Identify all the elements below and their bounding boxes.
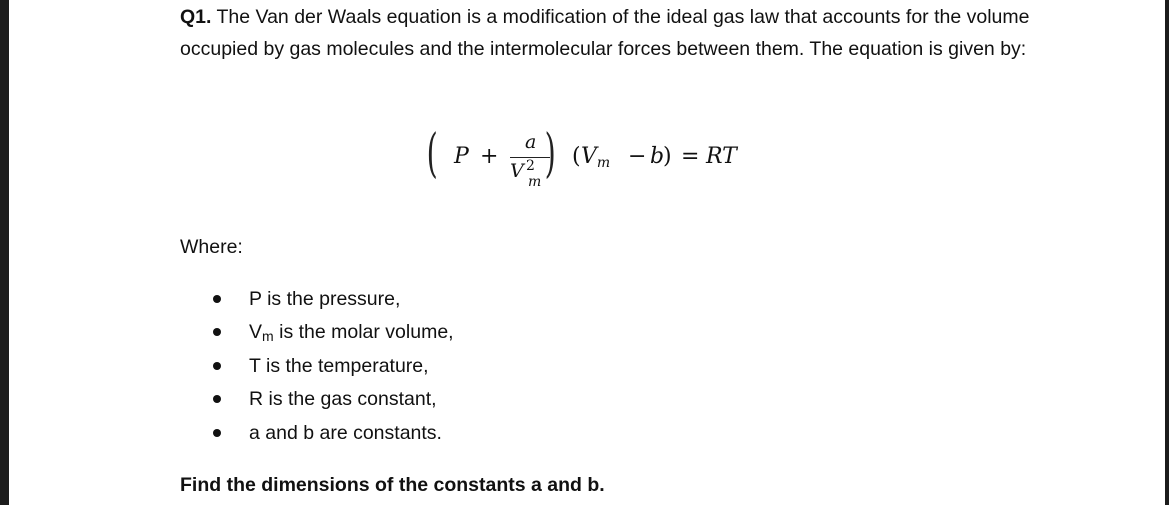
definition-text: Vm is the molar volume, xyxy=(249,321,454,344)
eq-denominator xyxy=(510,160,524,182)
bullet-icon xyxy=(213,395,221,403)
bullet-icon xyxy=(213,328,221,336)
eq-b: b xyxy=(650,144,665,169)
task-prompt: Find the dimensions of the constants a and b. xyxy=(180,474,605,496)
list-item xyxy=(0,317,600,347)
eq-equals: = xyxy=(681,144,700,169)
definition-text: P is the pressure, xyxy=(249,288,401,310)
bullet-icon xyxy=(213,362,221,370)
eq-rhs: RT xyxy=(706,144,737,169)
eq-minus: − xyxy=(628,144,647,169)
bullet-icon xyxy=(213,429,221,437)
vm-right-paren: ) xyxy=(663,144,672,169)
left-paren: ( xyxy=(426,124,438,184)
definition-text: R is the gas constant, xyxy=(249,388,437,410)
eq-pressure: P xyxy=(454,144,469,169)
question-paragraph xyxy=(180,1,1060,65)
eq-denominator-var: V xyxy=(510,160,524,182)
definition-text: a and b are constants. xyxy=(249,422,442,444)
where-label: Where: xyxy=(180,236,243,258)
eq-vm xyxy=(581,144,610,172)
bullet-icon xyxy=(213,295,221,303)
eq-numerator: a xyxy=(525,131,537,153)
vm-left-paren: ( xyxy=(572,144,581,169)
list-item xyxy=(0,384,600,414)
eq-denominator-sub: m xyxy=(528,174,542,190)
question-number: Q1. xyxy=(180,6,212,28)
eq-plus: + xyxy=(480,144,499,169)
list-item xyxy=(0,418,600,448)
eq-denominator-sup: 2 xyxy=(526,158,535,174)
list-item xyxy=(0,284,600,314)
right-paren: ) xyxy=(544,124,556,184)
eq-vm-sub: m xyxy=(596,155,611,171)
list-item xyxy=(0,351,600,381)
question-text: The Van der Waals equation is a modification of the ideal gas law that accounts for the volume occupied by gas molecules and the intermolecular forces between them. The equation is given by: xyxy=(180,6,1030,60)
eq-vm-var: V xyxy=(581,144,597,169)
definition-text: T is the temperature, xyxy=(249,355,429,377)
right-window-edge xyxy=(1165,0,1169,505)
